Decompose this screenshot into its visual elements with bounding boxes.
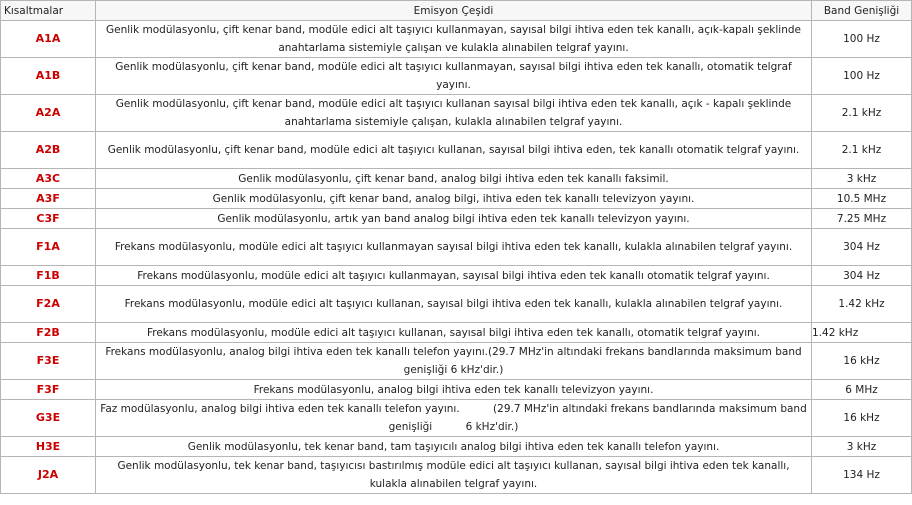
row-code: F1A (1, 229, 96, 266)
row-description: Genlik modülasyonlu, çift kenar band, modüle edici alt taşıyıcı kullanan, sayısal bilgi ihtiva eden, tek kanallı otomatik telgraf yayını. (96, 132, 812, 169)
row-bandwidth: 3 kHz (812, 169, 912, 189)
table-row (1, 286, 912, 323)
table-row (1, 229, 912, 266)
row-code: A2B (1, 132, 96, 169)
row-code: A2A (1, 95, 96, 132)
row-code: F3F (1, 380, 96, 400)
row-description: Genlik modülasyonlu, çift kenar band, modüle edici alt taşıyıcı kullanan sayısal bilgi ihtiva eden tek kanallı, açık - kapalı şeklinde anahtarlama sistemiyle çalışan, kulakla alınabilen telgraf yayını. (96, 95, 812, 132)
header-abbreviations: Kısaltmalar (1, 1, 96, 21)
row-code: J2A (1, 457, 96, 494)
row-description: Frekans modülasyonlu, modüle edici alt taşıyıcı kullanan, sayısal bilgi ihtiva eden tek kanallı, otomatik telgraf yayını. (96, 323, 812, 343)
row-description: Genlik modülasyonlu, artık yan band analog bilgi ihtiva eden tek kanallı televizyon yayını. (96, 209, 812, 229)
row-description: Genlik modülasyonlu, tek kenar band, tam taşıyıcılı analog bilgi ihtiva eden tek kanallı telefon yayını. (96, 437, 812, 457)
table-row (1, 457, 912, 494)
row-bandwidth: 7.25 MHz (812, 209, 912, 229)
row-description: Genlik modülasyonlu, çift kenar band, modüle edici alt taşıyıcı kullanmayan, sayısal bilgi ihtiva eden tek kanallı, açık-kapalı şeklinde anahtarlama sistemiyle çalışan ve kulakla alınabilen telgraf yayını. (96, 21, 812, 58)
row-bandwidth: 134 Hz (812, 457, 912, 494)
row-bandwidth: 2.1 kHz (812, 95, 912, 132)
row-bandwidth: 3 kHz (812, 437, 912, 457)
row-description: Genlik modülasyonlu, çift kenar band, modüle edici alt taşıyıcı kullanmayan, sayısal bilgi ihtiva eden tek kanallı, otomatik telgraf yayını. (96, 58, 812, 95)
table-row (1, 323, 912, 343)
row-code: F2A (1, 286, 96, 323)
header-emission-type: Emisyon Çeşidi (96, 1, 812, 21)
row-description: Frekans modülasyonlu, analog bilgi ihtiva eden tek kanallı televizyon yayını. (96, 380, 812, 400)
row-bandwidth: 100 Hz (812, 21, 912, 58)
row-code: A1A (1, 21, 96, 58)
row-bandwidth: 1.42 kHz (812, 323, 912, 343)
row-description: Faz modülasyonlu, analog bilgi ihtiva eden tek kanallı telefon yayını. (29.7 MHz'in altındaki frekans bandlarında maksimum band genişliği 6 kHz'dir.) (96, 400, 812, 437)
row-description: Genlik modülasyonlu, tek kenar band, taşıyıcısı bastırılmış modüle edici alt taşıyıcı kullanan, sayısal bilgi ihtiva eden tek kanallı, kulakla alınabilen telgraf yayını. (96, 457, 812, 494)
table-row (1, 21, 912, 58)
row-description: Genlik modülasyonlu, çift kenar band, analog bilgi ihtiva eden tek kanallı faksimil. (96, 169, 812, 189)
table-row (1, 266, 912, 286)
row-bandwidth: 16 kHz (812, 400, 912, 437)
row-description: Frekans modülasyonlu, modüle edici alt taşıyıcı kullanmayan sayısal bilgi ihtiva eden tek kanallı, kulakla alınabilen telgraf yayını. (96, 229, 812, 266)
table-row (1, 132, 912, 169)
table-row (1, 400, 912, 437)
row-bandwidth: 6 MHz (812, 380, 912, 400)
row-bandwidth: 304 Hz (812, 266, 912, 286)
row-code: G3E (1, 400, 96, 437)
row-code: A3F (1, 189, 96, 209)
row-description: Frekans modülasyonlu, modüle edici alt taşıyıcı kullanan, sayısal bilgi ihtiva eden tek kanallı, kulakla alınabilen telgraf yayını. (96, 286, 812, 323)
row-code: C3F (1, 209, 96, 229)
table-row (1, 209, 912, 229)
row-code: H3E (1, 437, 96, 457)
table-row (1, 169, 912, 189)
row-bandwidth: 10.5 MHz (812, 189, 912, 209)
row-bandwidth: 16 kHz (812, 343, 912, 380)
header-row (1, 1, 912, 21)
row-description: Frekans modülasyonlu, modüle edici alt taşıyıcı kullanmayan, sayısal bilgi ihtiva eden tek kanallı otomatik telgraf yayını. (96, 266, 812, 286)
row-bandwidth: 2.1 kHz (812, 132, 912, 169)
row-bandwidth: 100 Hz (812, 58, 912, 95)
table-row (1, 343, 912, 380)
row-bandwidth: 304 Hz (812, 229, 912, 266)
row-code: F1B (1, 266, 96, 286)
row-bandwidth: 1.42 kHz (812, 286, 912, 323)
row-description: Genlik modülasyonlu, çift kenar band, analog bilgi, ihtiva eden tek kanallı televizyon yayını. (96, 189, 812, 209)
table-row (1, 58, 912, 95)
row-code: F2B (1, 323, 96, 343)
table-row (1, 95, 912, 132)
header-bandwidth: Band Genişliği (812, 1, 912, 21)
row-description: Frekans modülasyonlu, analog bilgi ihtiva eden tek kanallı telefon yayını.(29.7 MHz'in altındaki frekans bandlarında maksimum band genişliği 6 kHz'dir.) (96, 343, 812, 380)
table-row (1, 380, 912, 400)
row-code: A1B (1, 58, 96, 95)
table-row (1, 437, 912, 457)
table-row (1, 189, 912, 209)
row-code: F3E (1, 343, 96, 380)
row-code: A3C (1, 169, 96, 189)
